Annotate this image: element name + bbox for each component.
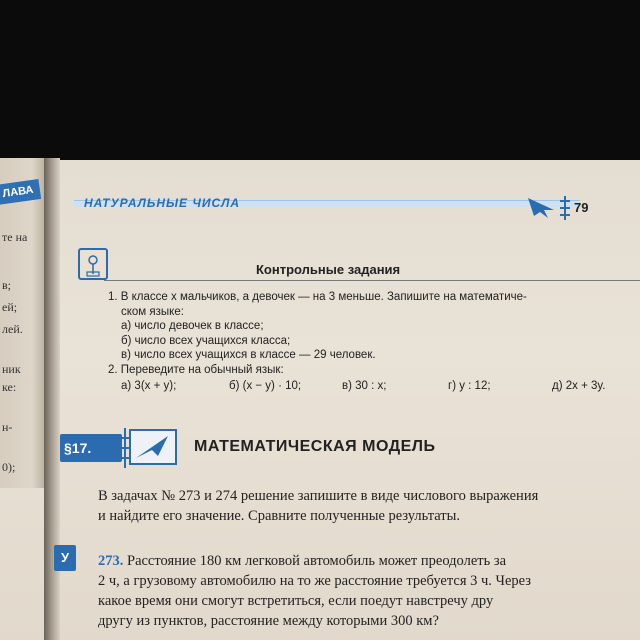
- running-header-title: НАТУРАЛЬНЫЕ ЧИСЛА: [84, 196, 241, 210]
- arrow-card-icon: [128, 428, 178, 466]
- left-page-fragment: ей;: [2, 300, 18, 314]
- expression-item: б) (x − y) · 10;: [229, 380, 302, 392]
- left-page-fragment: н-: [2, 420, 13, 434]
- control-tasks-list: [108, 290, 628, 378]
- task-line: ском языке:: [121, 305, 184, 318]
- task-line: в) число всех учащихся в классе — 29 человек.: [121, 349, 376, 362]
- arrow-icon: [528, 196, 554, 218]
- problem-line: другу из пунктов, расстояние между которыми 300 км?: [98, 613, 439, 629]
- section-number: §17.: [64, 440, 92, 456]
- section-title: МАТЕМАТИЧЕСКАЯ МОДЕЛЬ: [194, 438, 436, 455]
- task-line: а) число девочек в классе;: [121, 320, 264, 333]
- left-page-fragment: 0);: [2, 460, 16, 474]
- left-page-fragment: в;: [2, 278, 11, 292]
- page-number: 79: [574, 200, 589, 215]
- left-page-fragment: ке:: [2, 380, 17, 394]
- intro-line: В задачах № 273 и 274 решение запишите в виде числового выражения: [98, 488, 539, 504]
- problem-273: [98, 551, 638, 631]
- task-line: б) число всех учащихся класса;: [121, 334, 291, 347]
- flower-icon: [78, 248, 108, 280]
- expression-item: г) y : 12;: [448, 380, 491, 392]
- chapter-tab: ЛАВА: [0, 179, 41, 205]
- difficulty-badge: У: [54, 545, 76, 571]
- task-line: 2. Переведите на обычный язык:: [108, 363, 284, 376]
- left-page-fragment: те на: [2, 230, 28, 244]
- left-page-fragment: ник: [2, 362, 21, 376]
- divider: [104, 280, 640, 281]
- problem-line: какое время они смогут встретиться, если поедут навстречу дру: [98, 593, 494, 609]
- expression-item: д) 2x + 3y.: [552, 380, 606, 392]
- left-page-edge: [0, 158, 46, 488]
- problem-number: 273.: [98, 553, 124, 569]
- ruler-icon: [560, 196, 570, 220]
- section-intro: [98, 486, 638, 526]
- left-page-fragment: лей.: [2, 322, 23, 336]
- task-line: 1. В классе x мальчиков, а девочек — на 3 меньше. Запишите на математиче-: [108, 291, 527, 303]
- problem-line: Расстояние 180 км легковой автомобиль может преодолеть за: [127, 553, 507, 569]
- expression-item: в) 30 : x;: [342, 380, 387, 392]
- expression-item: а) 3(x + y);: [121, 380, 177, 392]
- control-tasks-title: Контрольные задания: [256, 262, 401, 277]
- intro-line: и найдите его значение. Сравните полученные результаты.: [98, 508, 460, 524]
- problem-line: 2 ч, а грузовому автомобилю на то же расстояние требуется 3 ч. Через: [98, 573, 531, 589]
